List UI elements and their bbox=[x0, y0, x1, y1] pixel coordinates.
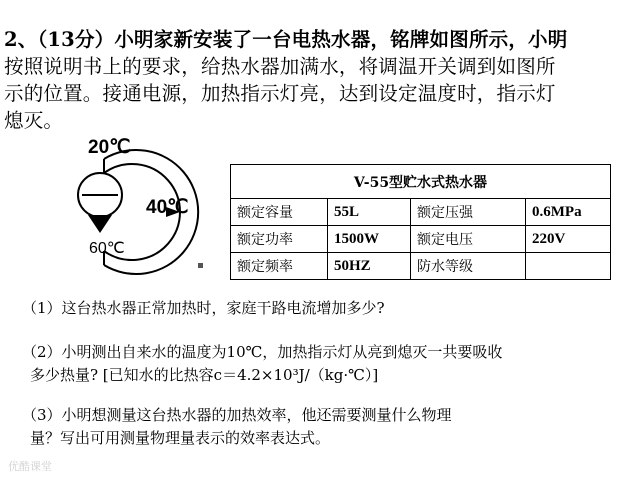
table-cell: 0.6MPa bbox=[526, 199, 611, 226]
small-dot-mark bbox=[198, 263, 203, 268]
temperature-dial-figure bbox=[60, 137, 230, 282]
table-cell: 额定功率 bbox=[231, 226, 328, 253]
table-cell: 1500W bbox=[328, 226, 411, 253]
question-3 bbox=[22, 404, 452, 450]
watermark-logo: 优酷课堂 bbox=[8, 460, 52, 473]
problem-line-3: 示的位置。接通电源，加热指示灯亮，达到设定温度时，指示灯 bbox=[4, 82, 556, 105]
table-cell: 220V bbox=[526, 226, 611, 253]
question-3-line-1: （3）小明想测量这台热水器的加热效率，他还需要测量什么物理 bbox=[22, 406, 452, 424]
question-3-line-2: 量？写出可用测量物理量表示的效率表达式。 bbox=[30, 429, 331, 447]
dial-label-20: 20℃ bbox=[88, 137, 131, 158]
question-2 bbox=[22, 341, 502, 387]
table-row bbox=[231, 253, 611, 280]
problem-line-1: 2、（13分）小明家新安装了一台电热水器，铭牌如图所示，小明 bbox=[4, 28, 568, 51]
table-cell: 55L bbox=[328, 199, 411, 226]
problem-statement bbox=[4, 26, 634, 134]
table-cell: 防水等级 bbox=[411, 253, 526, 280]
table-cell: 额定容量 bbox=[231, 199, 328, 226]
table-cell: 额定压强 bbox=[411, 199, 526, 226]
nameplate-title: V-55型贮水式热水器 bbox=[231, 165, 611, 199]
dial-label-40: 40℃ bbox=[146, 197, 189, 218]
problem-line-2: 按照说明书上的要求，给热水器加满水，将调温开关调到如图所 bbox=[4, 55, 556, 78]
table-row bbox=[231, 226, 611, 253]
question-1 bbox=[22, 297, 385, 320]
dial-label-60: 60℃ bbox=[89, 240, 125, 257]
table-cell: 50HZ bbox=[328, 253, 411, 280]
table-cell: 额定频率 bbox=[231, 253, 328, 280]
question-1-text: （1）这台热水器正常加热时，家庭干路电流增加多少? bbox=[22, 299, 385, 317]
table-row bbox=[231, 199, 611, 226]
table-cell bbox=[526, 253, 611, 280]
question-2-line-2: 多少热量? [已知水的比热容c＝4.2×10³J/（kg·℃）] bbox=[30, 366, 379, 384]
problem-line-4: 熄灭。 bbox=[4, 109, 64, 132]
dial-pointer-icon bbox=[88, 215, 112, 233]
table-cell: 额定电压 bbox=[411, 226, 526, 253]
nameplate-table bbox=[230, 164, 611, 280]
question-2-line-1: （2）小明测出自来水的温度为10℃，加热指示灯从亮到熄灭一共要吸收 bbox=[22, 343, 503, 361]
